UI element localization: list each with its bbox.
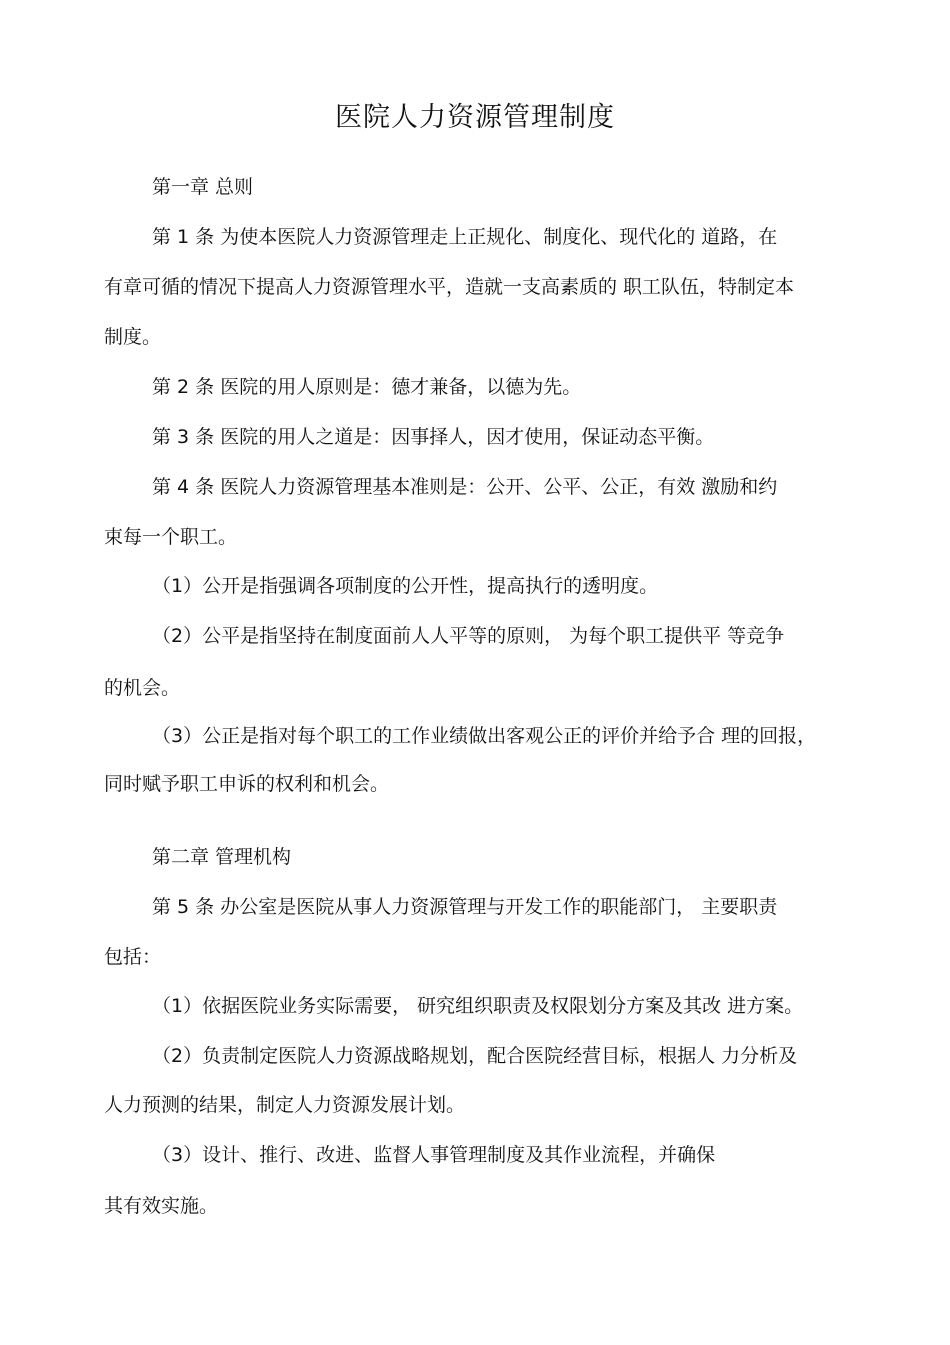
- principle-3-line-2: 同时赋予职工申诉的权利和机会。: [104, 773, 390, 795]
- article-5-line-1: 第 5 条 办公室是医院从事人力资源管理与开发工作的职能部门， 主要职责: [152, 896, 778, 918]
- principle-3-line-1: （3）公正是指对每个职工的工作业绩做出客观公正的评价并给予合 理的回报，: [152, 725, 817, 747]
- article-2: 第 2 条 医院的用人原则是：德才兼备，以德为先。: [152, 376, 582, 398]
- principle-2-line-1: （2）公平是指坚持在制度面前人人平等的原则， 为每个职工提供平 等竞争: [152, 625, 785, 647]
- article-1-line-1: 第 1 条 为使本医院人力资源管理走上正规化、制度化、现代化的 道路，在: [152, 226, 778, 248]
- duty-3-line-2: 其有效实施。: [104, 1195, 219, 1217]
- article-4-line-2: 束每一个职工。: [104, 526, 238, 548]
- chapter-1-heading: 第一章 总则: [152, 176, 254, 198]
- article-5-line-2: 包括：: [104, 946, 162, 968]
- duty-3-line-1: （3）设计、推行、改进、监督人事管理制度及其作业流程，并确保: [152, 1144, 716, 1166]
- article-3: 第 3 条 医院的用人之道是：因事择人，因才使用，保证动态平衡。: [152, 426, 715, 448]
- duty-2-line-1: （2）负责制定医院人力资源战略规划，配合医院经营目标，根据人 力分析及: [152, 1045, 798, 1067]
- article-4-line-1: 第 4 条 医院人力资源管理基本准则是：公开、公平、公正，有效 激励和约: [152, 476, 778, 498]
- principle-1: （1）公开是指强调各项制度的公开性，提高执行的透明度。: [152, 575, 659, 597]
- article-1-line-3: 制度。: [104, 326, 162, 348]
- chapter-2-heading: 第二章 管理机构: [152, 846, 292, 868]
- principle-2-line-2: 的机会。: [104, 677, 181, 699]
- page-title: 医院人力资源管理制度: [335, 102, 615, 133]
- duty-1: （1）依据医院业务实际需要， 研究组织职责及权限划分方案及其改 进方案。: [152, 995, 804, 1017]
- article-1-line-2: 有章可循的情况下提高人力资源管理水平，造就一支高素质的 职工队伍，特制定本: [104, 276, 795, 298]
- duty-2-line-2: 人力预测的结果，制定人力资源发展计划。: [104, 1094, 466, 1116]
